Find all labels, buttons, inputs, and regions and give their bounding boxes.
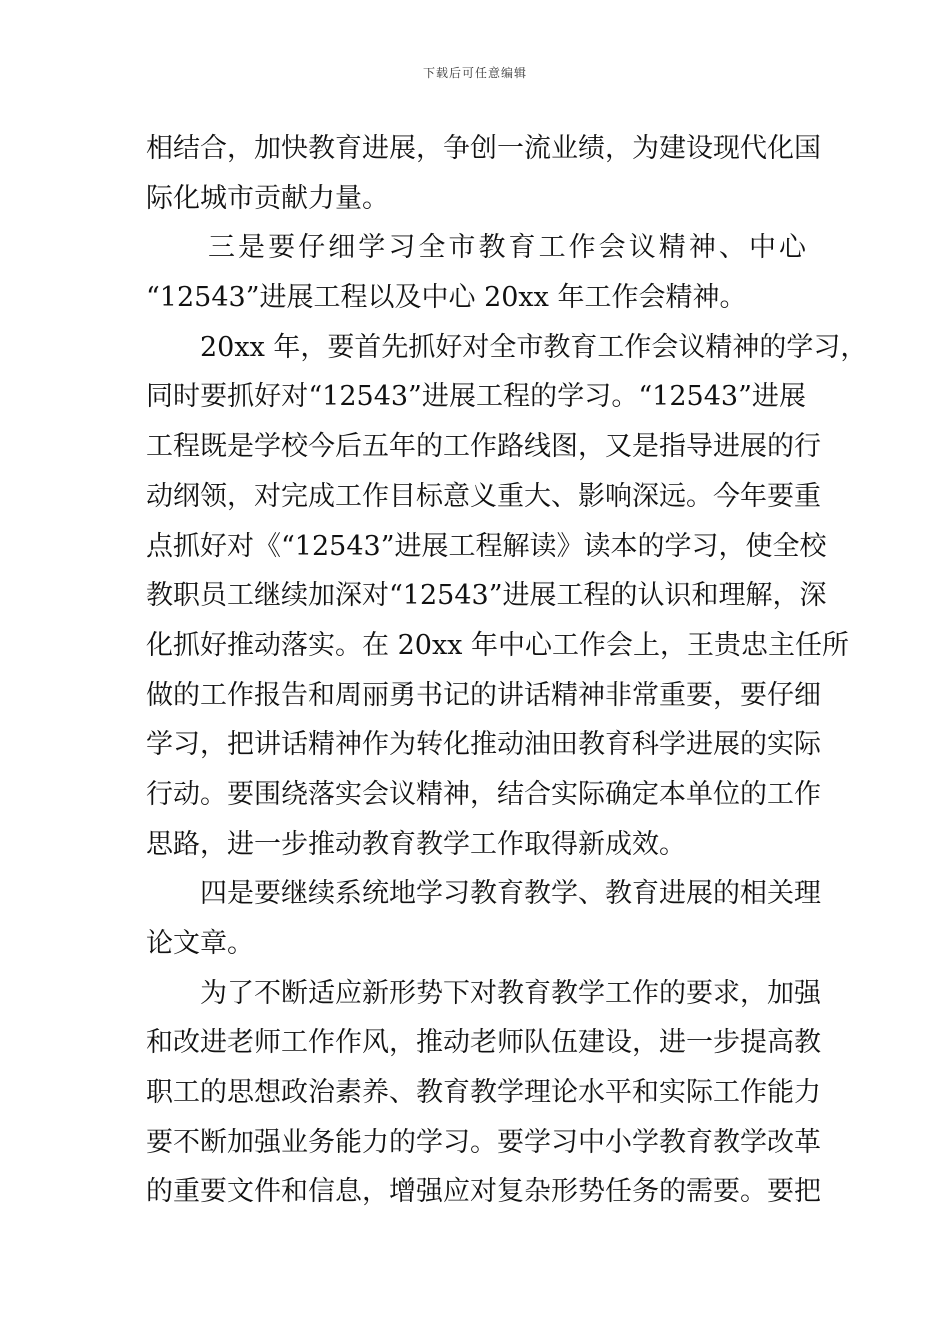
text-line: 四是要继续系统地学习教育教学、教育进展的相关理 [200,878,821,910]
text-line: 为了不断适应新形势下对教育教学工作的要求，加强 [200,977,821,1009]
text-line: 三是要仔细学习全市教育工作会议精神、中心 [208,232,806,264]
text-line: 际化城市贡献力量。 [146,182,389,214]
text-line: 的重要文件和信息，增强应对复杂形势任务的需要。要把 [146,1176,821,1208]
text-line: 学习，把讲话精神作为转化推动油田教育科学进展的实际 [146,729,821,761]
page-header: 下载后可任意编辑 [422,66,527,80]
text-line: 化抓好推动落实。在 20xx 年中心工作会上，王贵忠主任所 [146,629,849,661]
text-line: 同时要抓好对“12543”进展工程的学习。“12543”进展 [146,381,806,413]
text-line: 动纲领，对完成工作目标意义重大、影响深远。今年要重 [146,480,821,512]
text-line: 和改进老师工作作风，推动老师队伍建设，进一步提高教 [146,1027,821,1059]
text-line: 思路，进一步推动教育教学工作取得新成效。 [146,828,686,860]
text-line: 做的工作报告和周丽勇书记的讲话精神非常重要，要仔细 [146,679,821,711]
text-line: “12543”进展工程以及中心 20xx 年工作会精神。 [146,282,747,314]
text-line: 教职员工继续加深对“12543”进展工程的认识和理解，深 [146,580,827,612]
text-line: 工程既是学校今后五年的工作路线图，又是指导进展的行 [146,431,821,463]
text-line: 20xx 年，要首先抓好对全市教育工作会议精神的学习， [200,331,868,363]
text-line: 要不断加强业务能力的学习。要学习中小学教育教学改革 [146,1126,821,1158]
text-line: 相结合，加快教育进展，争创一流业绩，为建设现代化国 [146,133,821,164]
text-line: 职工的思想政治素养、教育教学理论水平和实际工作能力 [146,1077,821,1109]
text-line: 点抓好对《“12543”进展工程解读》读本的学习，使全校 [146,530,827,562]
text-line: 行动。要围绕落实会议精神，结合实际确定本单位的工作 [146,778,821,810]
text-line: 论文章。 [146,928,254,959]
document-body [146,124,868,1217]
